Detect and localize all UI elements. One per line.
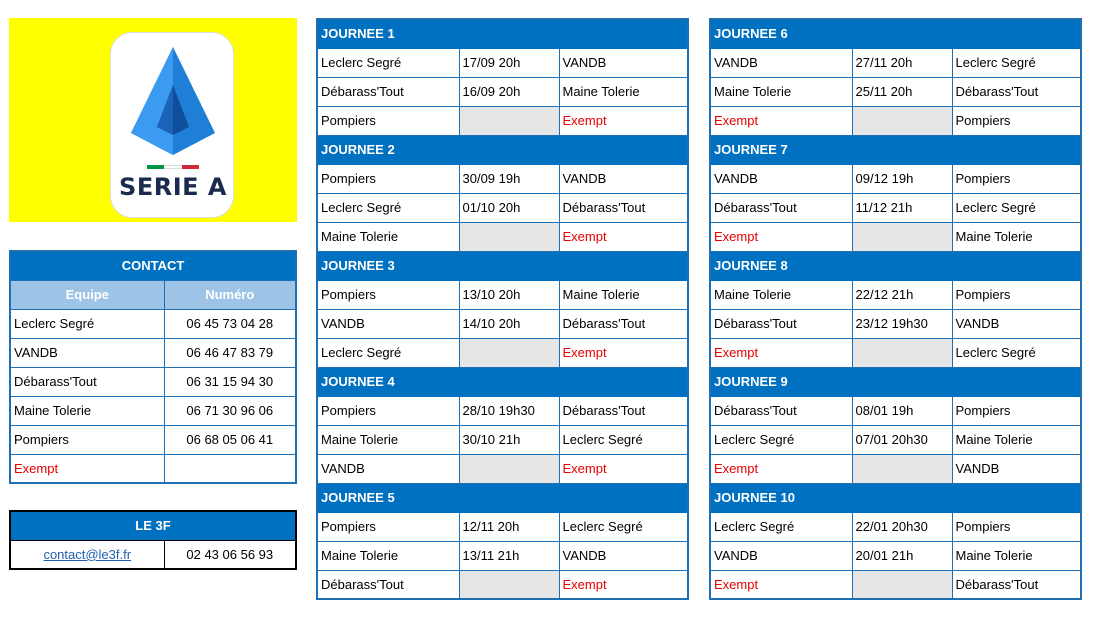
contact-row <box>10 454 296 483</box>
home-team: Maine Tolerie <box>710 77 852 106</box>
match-date: 22/12 21h <box>852 280 952 309</box>
match-row <box>710 164 1081 193</box>
match-date: 14/10 20h <box>459 309 559 338</box>
journee-header-row <box>710 367 1081 396</box>
match-date: 09/12 19h <box>852 164 952 193</box>
match-row <box>317 396 688 425</box>
match-date: 25/11 20h <box>852 77 952 106</box>
match-row <box>317 338 688 367</box>
le3f-table <box>9 510 297 570</box>
match-row <box>710 338 1081 367</box>
home-team: Maine Tolerie <box>317 222 459 251</box>
le3f-title: LE 3F <box>10 511 296 540</box>
away-team: Exempt <box>559 338 688 367</box>
match-row <box>317 425 688 454</box>
journee-header-row <box>710 483 1081 512</box>
contact-phone: 06 68 05 06 41 <box>164 425 296 454</box>
match-row <box>317 106 688 135</box>
match-row <box>710 425 1081 454</box>
journee-header-row <box>710 251 1081 280</box>
away-team: Exempt <box>559 222 688 251</box>
home-team: Leclerc Segré <box>317 338 459 367</box>
away-team: Débarass'Tout <box>559 309 688 338</box>
contact-table <box>9 250 297 484</box>
serie-a-logo-panel <box>9 18 297 222</box>
home-team: Maine Tolerie <box>317 425 459 454</box>
match-date <box>459 454 559 483</box>
match-row <box>317 454 688 483</box>
away-team: Leclerc Segré <box>559 512 688 541</box>
home-team: Leclerc Segré <box>710 425 852 454</box>
le3f-email-link[interactable]: contact@le3f.fr <box>43 546 132 562</box>
match-date <box>852 454 952 483</box>
match-row <box>317 541 688 570</box>
journee-header-row <box>317 19 688 48</box>
journees-table-right <box>709 18 1082 600</box>
away-team: VANDB <box>559 48 688 77</box>
away-team: Débarass'Tout <box>952 570 1081 599</box>
home-team: VANDB <box>710 164 852 193</box>
match-row <box>710 396 1081 425</box>
journee-header-row <box>710 19 1081 48</box>
journee-title: JOURNEE 7 <box>710 135 1081 164</box>
match-row <box>710 222 1081 251</box>
serie-a-emblem-icon <box>123 43 223 163</box>
away-team: Leclerc Segré <box>952 193 1081 222</box>
match-date: 23/12 19h30 <box>852 309 952 338</box>
match-date: 16/09 20h <box>459 77 559 106</box>
match-row <box>317 77 688 106</box>
home-team: Débarass'Tout <box>710 309 852 338</box>
home-team: Débarass'Tout <box>317 77 459 106</box>
match-row <box>317 309 688 338</box>
contact-header-phone: Numéro <box>164 280 296 309</box>
journee-title: JOURNEE 6 <box>710 19 1081 48</box>
away-team: Leclerc Segré <box>559 425 688 454</box>
match-row <box>317 280 688 309</box>
away-team: Maine Tolerie <box>559 280 688 309</box>
home-team: Leclerc Segré <box>317 48 459 77</box>
journee-title: JOURNEE 1 <box>317 19 688 48</box>
match-date <box>459 570 559 599</box>
match-date <box>852 338 952 367</box>
match-row <box>317 570 688 599</box>
match-row <box>710 77 1081 106</box>
away-team: Débarass'Tout <box>559 396 688 425</box>
home-team: Exempt <box>710 570 852 599</box>
away-team: Pompiers <box>952 106 1081 135</box>
contact-team: Maine Tolerie <box>10 396 164 425</box>
logo-text: SERIE A <box>119 173 227 201</box>
match-row <box>317 164 688 193</box>
contact-row <box>10 367 296 396</box>
away-team: Maine Tolerie <box>559 77 688 106</box>
home-team: VANDB <box>317 309 459 338</box>
home-team: Leclerc Segré <box>710 512 852 541</box>
match-row <box>317 48 688 77</box>
away-team: Pompiers <box>952 164 1081 193</box>
contact-team: VANDB <box>10 338 164 367</box>
journee-title: JOURNEE 10 <box>710 483 1081 512</box>
away-team: Pompiers <box>952 396 1081 425</box>
home-team: VANDB <box>710 48 852 77</box>
serie-a-logo <box>110 32 234 218</box>
match-date: 08/01 19h <box>852 396 952 425</box>
contact-phone: 06 46 47 83 79 <box>164 338 296 367</box>
journee-title: JOURNEE 4 <box>317 367 688 396</box>
match-row <box>710 48 1081 77</box>
contact-row <box>10 425 296 454</box>
match-date <box>852 222 952 251</box>
match-row <box>710 454 1081 483</box>
contact-phone <box>164 454 296 483</box>
away-team: VANDB <box>559 541 688 570</box>
match-date <box>459 338 559 367</box>
match-row <box>710 512 1081 541</box>
journees-table-left <box>316 18 689 600</box>
match-date: 12/11 20h <box>459 512 559 541</box>
match-row <box>710 193 1081 222</box>
le3f-email-cell <box>10 540 164 569</box>
away-team: Maine Tolerie <box>952 541 1081 570</box>
match-date: 07/01 20h30 <box>852 425 952 454</box>
contact-team: Leclerc Segré <box>10 309 164 338</box>
match-date <box>459 222 559 251</box>
journee-header-row <box>317 367 688 396</box>
match-row <box>710 309 1081 338</box>
home-team: Débarass'Tout <box>710 396 852 425</box>
away-team: Exempt <box>559 106 688 135</box>
contact-team: Exempt <box>10 454 164 483</box>
away-team: Leclerc Segré <box>952 48 1081 77</box>
contact-team: Débarass'Tout <box>10 367 164 396</box>
match-date: 20/01 21h <box>852 541 952 570</box>
match-date: 30/10 21h <box>459 425 559 454</box>
home-team: Exempt <box>710 106 852 135</box>
home-team: Pompiers <box>317 164 459 193</box>
match-row <box>710 106 1081 135</box>
journee-title: JOURNEE 9 <box>710 367 1081 396</box>
match-row <box>317 512 688 541</box>
home-team: Débarass'Tout <box>710 193 852 222</box>
contact-title: CONTACT <box>10 251 296 280</box>
match-date: 13/10 20h <box>459 280 559 309</box>
away-team: Exempt <box>559 570 688 599</box>
home-team: Pompiers <box>317 396 459 425</box>
match-date <box>459 106 559 135</box>
match-date: 11/12 21h <box>852 193 952 222</box>
match-row <box>710 570 1081 599</box>
journee-title: JOURNEE 8 <box>710 251 1081 280</box>
away-team: VANDB <box>559 164 688 193</box>
away-team: Maine Tolerie <box>952 425 1081 454</box>
home-team: Exempt <box>710 454 852 483</box>
contact-row <box>10 396 296 425</box>
italian-flag-stripe <box>147 165 199 169</box>
match-row <box>317 193 688 222</box>
match-date: 17/09 20h <box>459 48 559 77</box>
home-team: Maine Tolerie <box>317 541 459 570</box>
home-team: VANDB <box>317 454 459 483</box>
home-team: Débarass'Tout <box>317 570 459 599</box>
contact-team: Pompiers <box>10 425 164 454</box>
match-date: 28/10 19h30 <box>459 396 559 425</box>
home-team: Pompiers <box>317 106 459 135</box>
home-team: Maine Tolerie <box>710 280 852 309</box>
match-date: 01/10 20h <box>459 193 559 222</box>
journee-title: JOURNEE 2 <box>317 135 688 164</box>
match-date: 30/09 19h <box>459 164 559 193</box>
away-team: VANDB <box>952 454 1081 483</box>
match-date: 22/01 20h30 <box>852 512 952 541</box>
match-row <box>710 541 1081 570</box>
home-team: Pompiers <box>317 280 459 309</box>
away-team: Maine Tolerie <box>952 222 1081 251</box>
le3f-phone: 02 43 06 56 93 <box>164 540 296 569</box>
match-row <box>317 222 688 251</box>
match-date: 13/11 21h <box>459 541 559 570</box>
contact-phone: 06 71 30 96 06 <box>164 396 296 425</box>
contact-phone: 06 45 73 04 28 <box>164 309 296 338</box>
journee-title: JOURNEE 3 <box>317 251 688 280</box>
away-team: VANDB <box>952 309 1081 338</box>
journee-header-row <box>317 251 688 280</box>
journee-header-row <box>317 483 688 512</box>
home-team: VANDB <box>710 541 852 570</box>
journee-title: JOURNEE 5 <box>317 483 688 512</box>
away-team: Leclerc Segré <box>952 338 1081 367</box>
journee-header-row <box>317 135 688 164</box>
contact-phone: 06 31 15 94 30 <box>164 367 296 396</box>
away-team: Pompiers <box>952 512 1081 541</box>
match-date <box>852 570 952 599</box>
journee-header-row <box>710 135 1081 164</box>
away-team: Pompiers <box>952 280 1081 309</box>
match-row <box>710 280 1081 309</box>
away-team: Débarass'Tout <box>559 193 688 222</box>
away-team: Exempt <box>559 454 688 483</box>
contact-row <box>10 309 296 338</box>
home-team: Leclerc Segré <box>317 193 459 222</box>
home-team: Pompiers <box>317 512 459 541</box>
home-team: Exempt <box>710 338 852 367</box>
match-date <box>852 106 952 135</box>
contact-header-team: Equipe <box>10 280 164 309</box>
contact-row <box>10 338 296 367</box>
home-team: Exempt <box>710 222 852 251</box>
match-date: 27/11 20h <box>852 48 952 77</box>
away-team: Débarass'Tout <box>952 77 1081 106</box>
